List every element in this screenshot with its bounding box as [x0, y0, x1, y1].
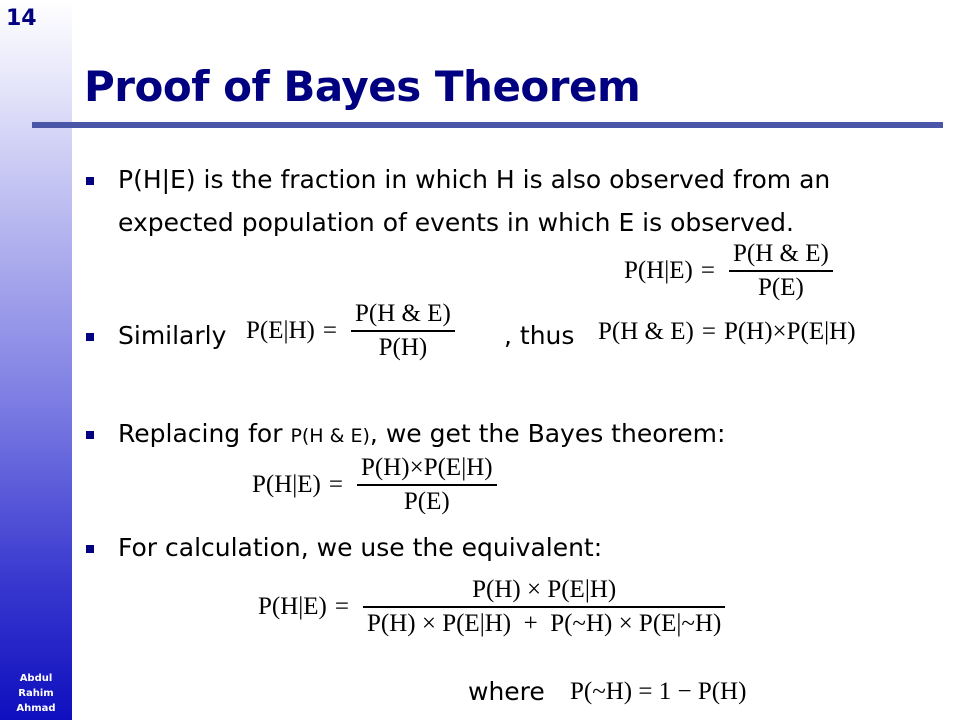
- equals-sign: =: [700, 257, 715, 284]
- bullet-1-line-2: expected population of events in which E is observed.: [118, 208, 794, 237]
- fraction-numerator: P(H)×P(E|H): [361, 454, 493, 481]
- fraction-denominator: P(E): [758, 274, 804, 301]
- sidebar: [0, 0, 72, 720]
- bullet-1-line-1: P(H|E) is the fraction in which H is also observed from an: [118, 165, 831, 194]
- formula-bayes-theorem: [252, 454, 503, 516]
- author-middle: Rahim: [18, 688, 54, 699]
- formula-lhs: P(H|E): [252, 471, 321, 498]
- bullet-marker: [86, 177, 94, 185]
- fraction: [357, 454, 497, 516]
- formula-complement: [570, 672, 746, 712]
- equals-sign: =: [328, 471, 343, 498]
- fraction-denominator: P(H): [378, 334, 428, 361]
- formula-joint-probability: [598, 318, 856, 346]
- formula-lhs: P(E|H): [246, 317, 315, 344]
- formula-bayes-expanded: [258, 576, 731, 638]
- fraction-denominator: P(E): [403, 488, 450, 515]
- formula-rhs: P(H)×P(E|H): [723, 318, 856, 345]
- bullet-marker: [86, 545, 94, 553]
- fraction-numerator: P(H & E): [355, 300, 451, 327]
- fraction: [351, 300, 455, 362]
- author-last: Ahmad: [16, 703, 56, 714]
- formula-lhs: P(H & E): [598, 318, 694, 345]
- fraction-numerator: P(H & E): [733, 240, 829, 267]
- equals-sign: =: [701, 318, 716, 345]
- bullet-marker: [86, 431, 94, 439]
- bullet-4: For calculation, we use the equivalent:: [118, 533, 603, 562]
- bullet-2-thus: , thus: [504, 321, 575, 350]
- fraction: [363, 576, 725, 638]
- fraction-numerator: P(H) × P(E|H): [472, 576, 617, 603]
- formula-conditional-h-given-e: [624, 240, 839, 302]
- formula-lhs: P(H|E): [624, 257, 693, 284]
- bullet-2-label: Similarly: [118, 321, 227, 350]
- formula-conditional-e-given-h: [246, 300, 461, 362]
- fraction: [729, 240, 833, 302]
- bullet-marker: [86, 333, 94, 341]
- equals-sign: =: [322, 317, 337, 344]
- fraction-denominator: P(H) × P(E|H) + P(~H) × P(E|~H): [367, 610, 722, 637]
- slide-number: 14: [6, 6, 37, 31]
- where-label: where: [468, 677, 545, 706]
- formula-complement-text: P(~H) = 1 − P(H): [570, 678, 747, 705]
- author-name: [0, 671, 72, 716]
- bullet-3-suffix: , we get the Bayes theorem:: [369, 419, 726, 448]
- title-underline: [32, 122, 943, 128]
- author-first: Abdul: [19, 673, 53, 684]
- formula-lhs: P(H|E): [258, 593, 327, 620]
- slide-title: Proof of Bayes Theorem: [84, 62, 641, 111]
- bullet-3-inline-term: P(H & E): [290, 425, 370, 447]
- equals-sign: =: [334, 593, 349, 620]
- bullet-3: [118, 414, 725, 456]
- bullet-3-prefix: Replacing for: [118, 419, 291, 448]
